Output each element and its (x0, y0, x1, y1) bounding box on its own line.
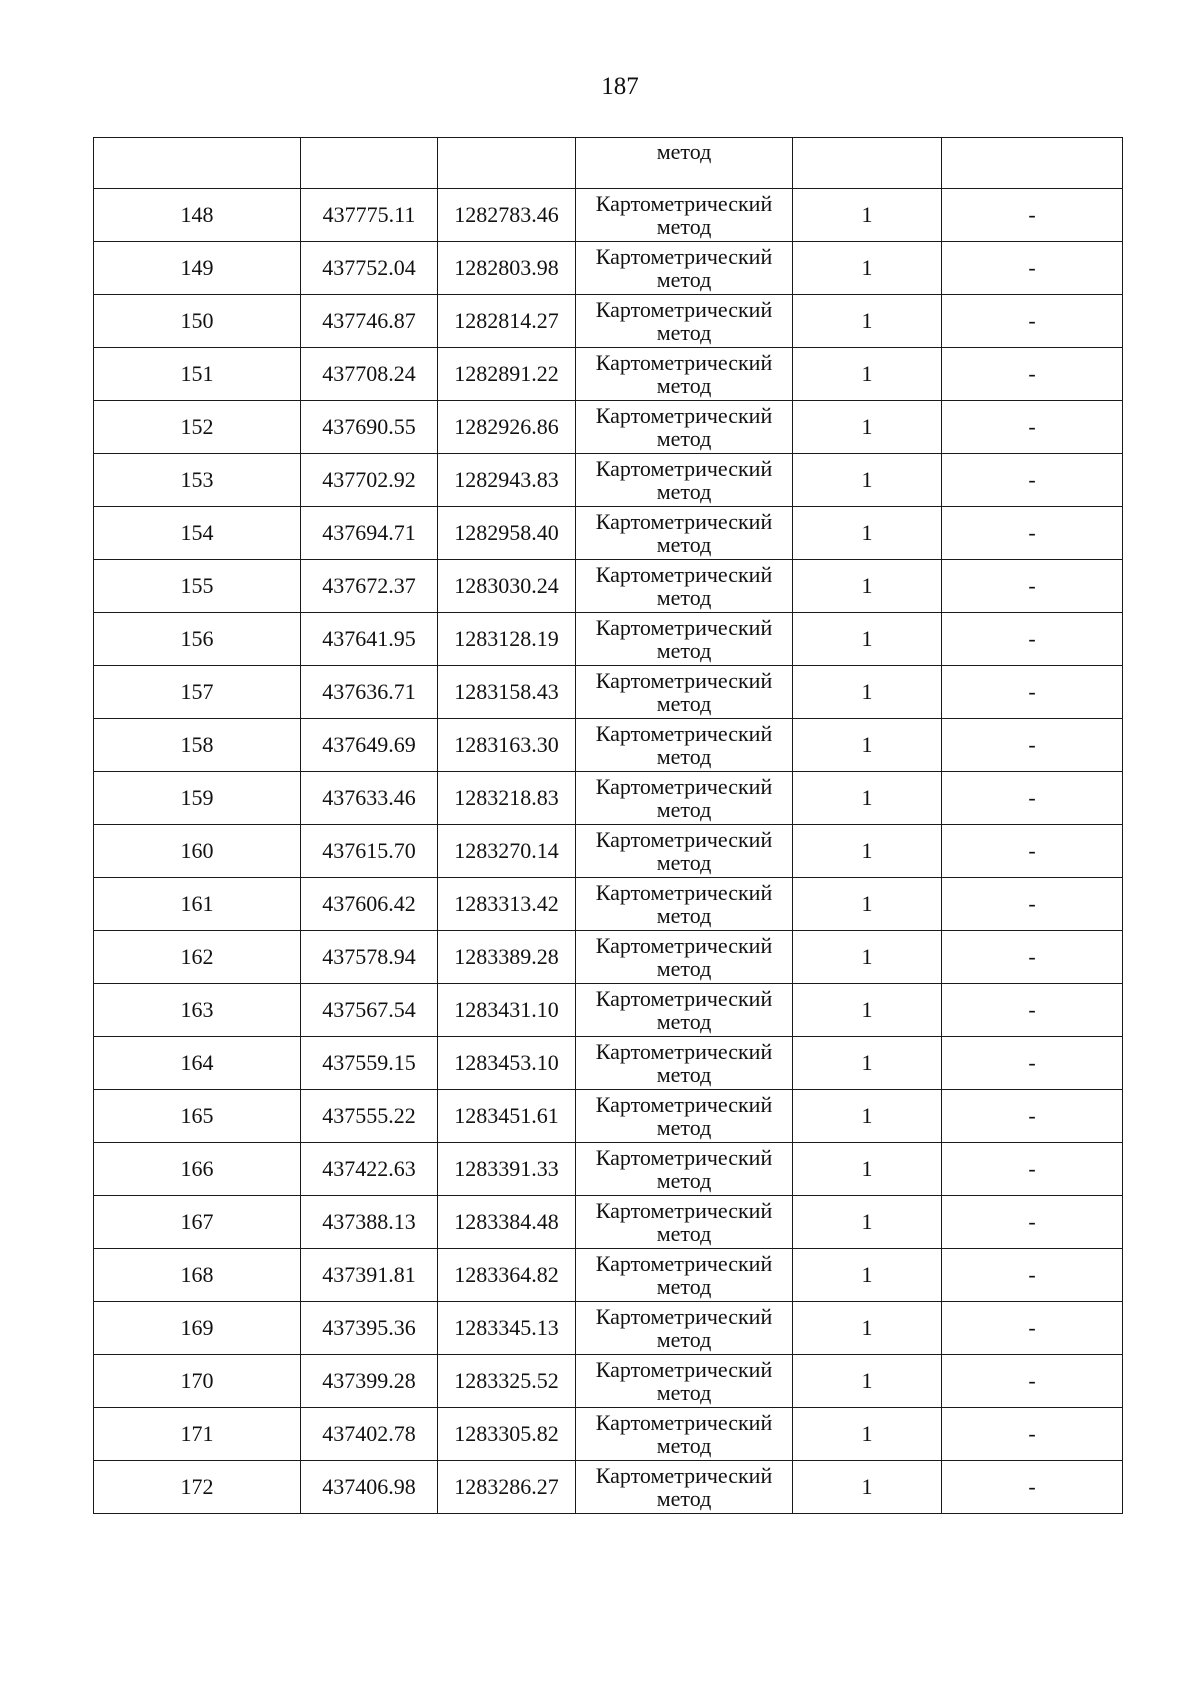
point-number-cell: 150 (94, 295, 301, 348)
note-cell: - (942, 931, 1123, 984)
method-cell (576, 719, 793, 772)
method-line-1: Картометрический (595, 1463, 773, 1488)
method-cell (576, 772, 793, 825)
x-coordinate-cell: 437606.42 (301, 878, 438, 931)
accuracy-cell: 1 (793, 825, 942, 878)
point-number-cell: 151 (94, 348, 301, 401)
y-coordinate-cell: 1283030.24 (438, 560, 576, 613)
y-coordinate-cell: 1283453.10 (438, 1037, 576, 1090)
table-row (94, 507, 1123, 560)
page-number: 187 (601, 73, 639, 100)
table-row (94, 613, 1123, 666)
accuracy-cell: 1 (793, 454, 942, 507)
accuracy-cell: 1 (793, 1143, 942, 1196)
method-cell (576, 560, 793, 613)
accuracy-cell: 1 (793, 984, 942, 1037)
x-coordinate-cell: 437406.98 (301, 1461, 438, 1514)
note-cell: - (942, 1037, 1123, 1090)
note-cell: - (942, 1143, 1123, 1196)
accuracy-cell: 1 (793, 772, 942, 825)
method-line-2: метод (656, 1062, 712, 1087)
table-row (94, 666, 1123, 719)
method-line-1: Картометрический (595, 1251, 773, 1276)
note-cell: - (942, 1408, 1123, 1461)
x-coordinate-cell: 437388.13 (301, 1196, 438, 1249)
note-cell: - (942, 719, 1123, 772)
y-coordinate-cell: 1283158.43 (438, 666, 576, 719)
point-number-cell: 157 (94, 666, 301, 719)
accuracy-cell: 1 (793, 1355, 942, 1408)
point-number-cell: 167 (94, 1196, 301, 1249)
note-cell: - (942, 825, 1123, 878)
method-line-2: метод (656, 1221, 712, 1246)
accuracy-cell: 1 (793, 401, 942, 454)
method-line-2: метод (656, 1327, 712, 1352)
method-cell (576, 613, 793, 666)
note-cell: - (942, 1196, 1123, 1249)
method-line-2: метод (656, 1380, 712, 1405)
accuracy-cell: 1 (793, 666, 942, 719)
point-number-cell: 171 (94, 1408, 301, 1461)
y-coordinate-cell: 1283218.83 (438, 772, 576, 825)
method-line-1: Картометрический (595, 191, 773, 216)
method-line-2: метод (656, 426, 712, 451)
table-row (94, 454, 1123, 507)
accuracy-cell: 1 (793, 1461, 942, 1514)
accuracy-cell (793, 138, 942, 189)
method-cell (576, 1249, 793, 1302)
table-row (94, 189, 1123, 242)
point-number-cell: 154 (94, 507, 301, 560)
point-number-cell: 161 (94, 878, 301, 931)
method-line-2: метод (656, 320, 712, 345)
method-cell (576, 401, 793, 454)
method-line-1: Картометрический (595, 1410, 773, 1435)
method-line-2: метод (656, 479, 712, 504)
method-cell (576, 1090, 793, 1143)
method-line-2: метод (656, 797, 712, 822)
note-cell: - (942, 1249, 1123, 1302)
method-line-1: Картометрический (595, 403, 773, 428)
y-coordinate-cell: 1283431.10 (438, 984, 576, 1037)
coordinates-table (93, 137, 1123, 1514)
y-coordinate-cell: 1283389.28 (438, 931, 576, 984)
note-cell: - (942, 295, 1123, 348)
x-coordinate-cell: 437690.55 (301, 401, 438, 454)
note-cell: - (942, 1302, 1123, 1355)
note-cell: - (942, 242, 1123, 295)
method-cell (576, 1355, 793, 1408)
method-line-1: Картометрический (595, 827, 773, 852)
accuracy-cell: 1 (793, 348, 942, 401)
y-coordinate-cell: 1283286.27 (438, 1461, 576, 1514)
method-line-1: Картометрический (595, 880, 773, 905)
x-coordinate-cell: 437708.24 (301, 348, 438, 401)
method-cell (576, 454, 793, 507)
table-row (94, 1302, 1123, 1355)
method-line-1: Картометрический (595, 297, 773, 322)
method-line-1: Картометрический (595, 244, 773, 269)
method-cell (576, 242, 793, 295)
x-coordinate-cell: 437694.71 (301, 507, 438, 560)
x-coordinate-cell: 437395.36 (301, 1302, 438, 1355)
table-row (94, 1249, 1123, 1302)
method-line-2: метод (656, 903, 712, 928)
method-line-1: Картометрический (595, 615, 773, 640)
method-line-1: Картометрический (595, 774, 773, 799)
table-row (94, 348, 1123, 401)
method-cell (576, 878, 793, 931)
accuracy-cell: 1 (793, 1408, 942, 1461)
accuracy-cell: 1 (793, 931, 942, 984)
method-line-1: Картометрический (595, 1092, 773, 1117)
method-line-2: метод (656, 532, 712, 557)
y-coordinate-cell: 1282891.22 (438, 348, 576, 401)
y-coordinate-cell: 1283345.13 (438, 1302, 576, 1355)
point-number-cell: 149 (94, 242, 301, 295)
point-number-cell (94, 138, 301, 189)
x-coordinate-cell: 437615.70 (301, 825, 438, 878)
method-line-2: метод (656, 1115, 712, 1140)
point-number-cell: 156 (94, 613, 301, 666)
method-line-1: Картометрический (595, 933, 773, 958)
method-line-2: метод (656, 585, 712, 610)
method-line-1: Картометрический (595, 1357, 773, 1382)
table-row (94, 984, 1123, 1037)
method-line-1: Картометрический (595, 668, 773, 693)
method-cell (576, 1461, 793, 1514)
x-coordinate-cell: 437578.94 (301, 931, 438, 984)
table-row (94, 242, 1123, 295)
note-cell (942, 138, 1123, 189)
y-coordinate-cell: 1283451.61 (438, 1090, 576, 1143)
note-cell: - (942, 507, 1123, 560)
method-line-1: Картометрический (595, 721, 773, 746)
x-coordinate-cell: 437422.63 (301, 1143, 438, 1196)
method-line-1: Картометрический (595, 1039, 773, 1064)
method-cell (576, 1302, 793, 1355)
x-coordinate-cell: 437633.46 (301, 772, 438, 825)
point-number-cell: 160 (94, 825, 301, 878)
x-coordinate-cell: 437775.11 (301, 189, 438, 242)
table-row (94, 878, 1123, 931)
y-coordinate-cell: 1282803.98 (438, 242, 576, 295)
method-line-1: Картометрический (595, 986, 773, 1011)
accuracy-cell: 1 (793, 1090, 942, 1143)
method-cell (576, 931, 793, 984)
method-line-2: метод (656, 744, 712, 769)
method-line-1: Картометрический (595, 1198, 773, 1223)
point-number-cell: 170 (94, 1355, 301, 1408)
x-coordinate-cell: 437559.15 (301, 1037, 438, 1090)
table-row (94, 1037, 1123, 1090)
note-cell: - (942, 1090, 1123, 1143)
accuracy-cell: 1 (793, 1037, 942, 1090)
table-row (94, 719, 1123, 772)
note-cell: - (942, 454, 1123, 507)
note-cell: - (942, 984, 1123, 1037)
note-cell: - (942, 560, 1123, 613)
point-number-cell: 153 (94, 454, 301, 507)
point-number-cell: 163 (94, 984, 301, 1037)
note-cell: - (942, 666, 1123, 719)
method-cell (576, 666, 793, 719)
method-cell (576, 295, 793, 348)
table-row (94, 772, 1123, 825)
method-cell (576, 507, 793, 560)
method-line-2: метод (656, 1274, 712, 1299)
point-number-cell: 165 (94, 1090, 301, 1143)
table-row (94, 1408, 1123, 1461)
note-cell: - (942, 878, 1123, 931)
table-row (94, 1461, 1123, 1514)
x-coordinate-cell: 437746.87 (301, 295, 438, 348)
table-row (94, 295, 1123, 348)
method-line-2: метод (656, 267, 712, 292)
x-coordinate-cell: 437641.95 (301, 613, 438, 666)
table-row (94, 401, 1123, 454)
note-cell: - (942, 1355, 1123, 1408)
y-coordinate-cell: 1283163.30 (438, 719, 576, 772)
method-line-2: метод (656, 691, 712, 716)
method-cell (576, 189, 793, 242)
table-body (94, 138, 1123, 1514)
table-row (94, 931, 1123, 984)
accuracy-cell: 1 (793, 560, 942, 613)
y-coordinate-cell: 1283128.19 (438, 613, 576, 666)
method-cell (576, 825, 793, 878)
y-coordinate-cell: 1282926.86 (438, 401, 576, 454)
point-number-cell: 152 (94, 401, 301, 454)
note-cell: - (942, 348, 1123, 401)
point-number-cell: 166 (94, 1143, 301, 1196)
note-cell: - (942, 401, 1123, 454)
accuracy-cell: 1 (793, 189, 942, 242)
x-coordinate-cell (301, 138, 438, 189)
accuracy-cell: 1 (793, 613, 942, 666)
method-cell (576, 1143, 793, 1196)
accuracy-cell: 1 (793, 719, 942, 772)
method-line-2: метод (656, 1009, 712, 1034)
accuracy-cell: 1 (793, 878, 942, 931)
x-coordinate-cell: 437399.28 (301, 1355, 438, 1408)
x-coordinate-cell: 437636.71 (301, 666, 438, 719)
method-cell (576, 1196, 793, 1249)
method-line-2: метод (656, 373, 712, 398)
y-coordinate-cell: 1282814.27 (438, 295, 576, 348)
accuracy-cell: 1 (793, 507, 942, 560)
method-line-1: Картометрический (595, 350, 773, 375)
method-line-1: Картометрический (595, 509, 773, 534)
x-coordinate-cell: 437702.92 (301, 454, 438, 507)
x-coordinate-cell: 437752.04 (301, 242, 438, 295)
y-coordinate-cell: 1282783.46 (438, 189, 576, 242)
point-number-cell: 148 (94, 189, 301, 242)
method-cell (576, 138, 793, 189)
point-number-cell: 168 (94, 1249, 301, 1302)
point-number-cell: 155 (94, 560, 301, 613)
y-coordinate-cell: 1283364.82 (438, 1249, 576, 1302)
accuracy-cell: 1 (793, 1196, 942, 1249)
y-coordinate-cell: 1282943.83 (438, 454, 576, 507)
x-coordinate-cell: 437672.37 (301, 560, 438, 613)
y-coordinate-cell: 1283325.52 (438, 1355, 576, 1408)
note-cell: - (942, 772, 1123, 825)
table-row (94, 825, 1123, 878)
method-text: метод (656, 139, 712, 164)
accuracy-cell: 1 (793, 1302, 942, 1355)
accuracy-cell: 1 (793, 295, 942, 348)
point-number-cell: 172 (94, 1461, 301, 1514)
point-number-cell: 158 (94, 719, 301, 772)
method-line-1: Картометрический (595, 562, 773, 587)
table-row (94, 560, 1123, 613)
y-coordinate-cell: 1283391.33 (438, 1143, 576, 1196)
method-line-2: метод (656, 1486, 712, 1511)
y-coordinate-cell: 1283305.82 (438, 1408, 576, 1461)
y-coordinate-cell: 1283384.48 (438, 1196, 576, 1249)
method-line-1: Картометрический (595, 1145, 773, 1170)
method-line-2: метод (656, 214, 712, 239)
method-cell (576, 984, 793, 1037)
continuation-row (94, 138, 1123, 189)
y-coordinate-cell: 1282958.40 (438, 507, 576, 560)
method-cell (576, 348, 793, 401)
method-line-2: метод (656, 956, 712, 981)
y-coordinate-cell: 1283270.14 (438, 825, 576, 878)
note-cell: - (942, 189, 1123, 242)
note-cell: - (942, 1461, 1123, 1514)
method-line-2: метод (656, 850, 712, 875)
x-coordinate-cell: 437402.78 (301, 1408, 438, 1461)
table-row (94, 1090, 1123, 1143)
x-coordinate-cell: 437391.81 (301, 1249, 438, 1302)
method-cell (576, 1408, 793, 1461)
method-line-1: Картометрический (595, 1304, 773, 1329)
point-number-cell: 169 (94, 1302, 301, 1355)
method-line-1: Картометрический (595, 456, 773, 481)
accuracy-cell: 1 (793, 1249, 942, 1302)
method-line-2: метод (656, 638, 712, 663)
method-line-2: метод (656, 1168, 712, 1193)
y-coordinate-cell (438, 138, 576, 189)
point-number-cell: 162 (94, 931, 301, 984)
y-coordinate-cell: 1283313.42 (438, 878, 576, 931)
x-coordinate-cell: 437555.22 (301, 1090, 438, 1143)
table-row (94, 1143, 1123, 1196)
method-line-2: метод (656, 1433, 712, 1458)
x-coordinate-cell: 437649.69 (301, 719, 438, 772)
point-number-cell: 164 (94, 1037, 301, 1090)
method-cell (576, 1037, 793, 1090)
x-coordinate-cell: 437567.54 (301, 984, 438, 1037)
table-row (94, 1355, 1123, 1408)
point-number-cell: 159 (94, 772, 301, 825)
table-row (94, 1196, 1123, 1249)
accuracy-cell: 1 (793, 242, 942, 295)
note-cell: - (942, 613, 1123, 666)
